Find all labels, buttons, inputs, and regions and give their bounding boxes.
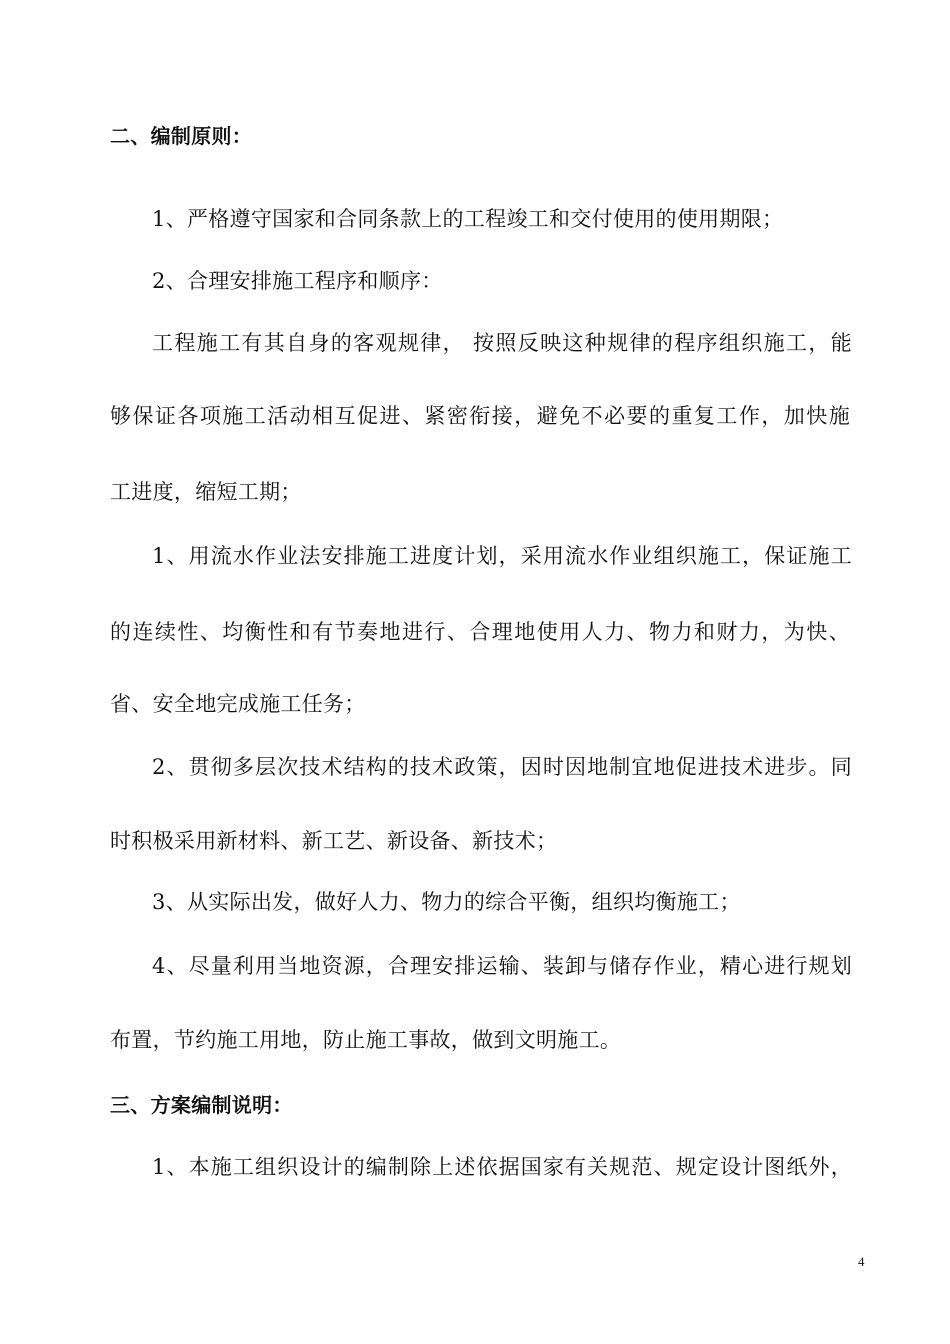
paragraph-line: 省、安全地完成施工任务； <box>110 692 366 716</box>
paragraph-line: 4、尽量利用当地资源，合理安排运输、装卸与储存作业，精心进行规划 <box>152 954 852 978</box>
paragraph-line: 够保证各项施工活动相互促进、紧密衔接，避免不必要的重复工作，加快施 <box>110 404 850 428</box>
page-number: 4 <box>858 1254 865 1269</box>
paragraph-line: 1、本施工组织设计的编制除上述依据国家有关规范、规定设计图纸外， <box>152 1155 852 1179</box>
paragraph-line: 工程施工有其自身的客观规律， 按照反映这种规律的程序组织施工，能 <box>152 331 852 355</box>
section-heading-plan-description: 三、方案编制说明： <box>110 1093 293 1117</box>
paragraph-line: 1、用流水作业法安排施工进度计划，采用流水作业组织施工，保证施工 <box>152 544 852 568</box>
paragraph-line: 时积极采用新材料、新工艺、新设备、新技术； <box>110 829 558 853</box>
paragraph-line: 布置，节约施工用地，防止施工事故，做到文明施工。 <box>110 1028 622 1052</box>
paragraph-line: 2、合理安排施工程序和顺序： <box>152 269 443 293</box>
paragraph-line: 2、贯彻多层次技术结构的技术政策，因时因地制宜地促进技术进步。同 <box>152 755 852 779</box>
paragraph-line: 3、从实际出发，做好人力、物力的综合平衡，组织均衡施工； <box>152 890 741 914</box>
paragraph-line: 的连续性、均衡性和有节奏地进行、合理地使用人力、物力和财力，为快、 <box>110 620 850 644</box>
paragraph-line: 1、严格遵守国家和合同条款上的工程竣工和交付使用的使用期限； <box>152 207 784 231</box>
paragraph-line: 工进度，缩短工期； <box>110 480 302 504</box>
section-heading-principles: 二、编制原则： <box>110 124 253 148</box>
